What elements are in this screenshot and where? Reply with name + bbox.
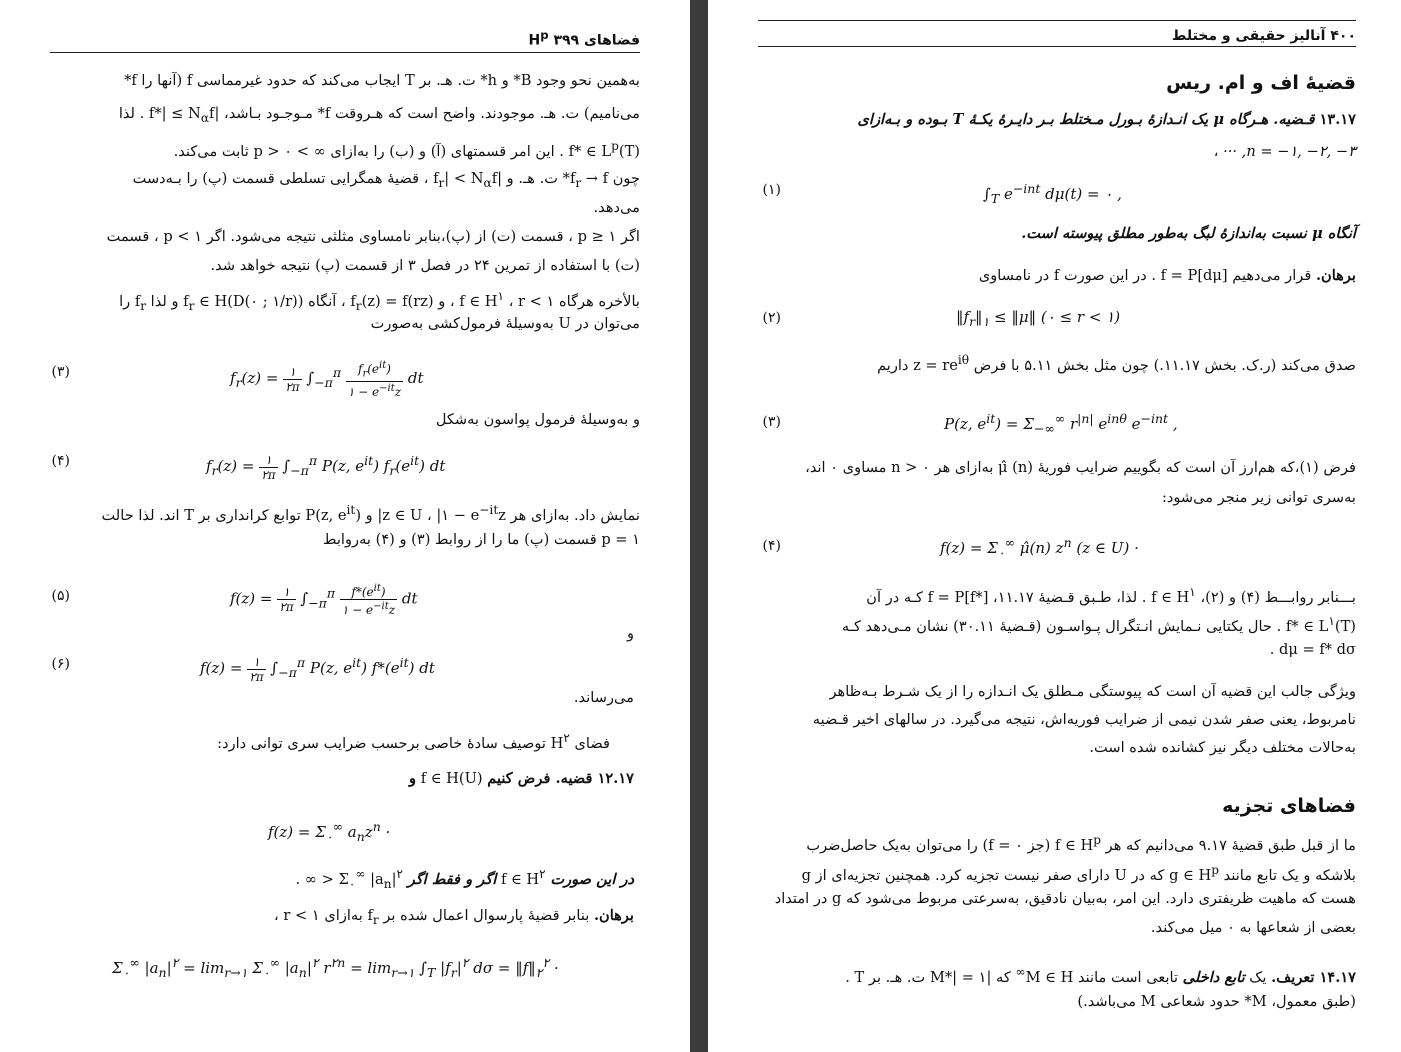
text-line: می‌دهد. <box>593 199 640 216</box>
text-line: هست که ماهیت ظریفتری دارد. این امر، به‌بیان نادقیق، به‌سرعتی مربوط می‌شود که g در امتداد <box>774 890 1356 907</box>
text-line: می‌نامیم) ت. هـ. موجودند. واضح است که هـروقت f* مـوجـود بـاشد، $|f*| \le N_\alpha f$ . لذا <box>118 105 640 125</box>
text-line: n = −۱, −۲, −۳, ··· ، <box>1213 143 1356 160</box>
text-line: بلاشکه و یک تابع مانند g ∈ $H^p$ که در U دارای صفر نیست تجزیه کرد. همچنین تجزیه‌ای از g <box>801 863 1356 884</box>
header-rule <box>50 52 640 53</box>
header-top-rule <box>758 20 1356 21</box>
equation-5: f(z) = $\frac{۱}{۲\pi}$ $\int_{-\pi}^\pi$ $\frac{f*(e^{it})}{۱ - e^{-it}z}$ dt <box>230 583 418 617</box>
equation-4: $f(z) = \Sigma_۰^\infty$ μ̂(n) $z^n$ (z ∈ U) · <box>940 535 1139 560</box>
section-heading: قضیهٔ اف و ام. ریس <box>1166 72 1356 94</box>
theorem-heading: ۱۳.۱۷ قـضیه. هـرگاه μ یک انـدازهٔ بـورل مـختلط بـر دایـرهٔ یکـهٔ T بـوده و بـه‌ازای <box>857 111 1356 128</box>
equation-number: (۳) <box>762 414 781 430</box>
text-line: f* ∈ $L^p(T)$ . این امر قسمتهای (آ) و (ب) را به‌ازای ∞ > p > ۰ ثابت می‌کند. <box>173 139 640 160</box>
text-line: می‌رساند. <box>573 689 634 706</box>
equation-3: $f_r(z)$ = $\frac{۱}{۲\pi}$ $\int_{-\pi}^\pi$ $\frac{f_r(e^{it})}{۱ - e^{-it}z}$ dt <box>230 360 424 400</box>
text-line: ما از قبل طبق قضیهٔ ۹.۱۷ می‌دانیم که هر f ∈ $H^p$ (جز f = ۰) را می‌توان به‌یک حاصل‌ضرب <box>806 833 1356 854</box>
equation-4: $f_r(z)$ = $\frac{۱}{۲\pi}$ $\int_{-\pi}^\pi$ P(z, $e^{it}$) $f_r(e^{it})$ dt <box>206 452 446 482</box>
text-line: (طبق معمول، M* حدود شعاعی M می‌باشد.) <box>1077 993 1356 1010</box>
text-line: به‌حالات مختلف دیگر نیز کشانده شده است. <box>1089 739 1356 756</box>
text-line: می‌توان در U به‌وسیلهٔ فرمول‌کشی به‌صورت <box>370 315 640 332</box>
text-line: به‌سری توانی زیر منجر می‌شود: <box>1161 489 1356 506</box>
proof-line: برهان. بنابر قضیهٔ پارسوال اعمال شده بر $f_r$ به‌ازای r < ۱ ، <box>274 907 634 927</box>
definition-heading: ۱۴.۱۷ تعریف. یک تابع داخلی تابعی است مانند M ∈ H∞ که |M*| = ۱ ت. هـ. بر T . <box>845 965 1356 986</box>
section-heading: فضاهای تجزیه <box>1222 795 1356 817</box>
left-page <box>0 0 690 1052</box>
equation-2: $‖f_r‖_۱$ ≤ ‖μ‖ (۰ ≤ r < ۱) <box>956 308 1121 329</box>
equation-number: (۳) <box>51 364 70 380</box>
theorem-heading: ۱۲.۱۷ قضیه. فرض کنیم f ∈ H(U) و <box>408 770 634 787</box>
equation-number: (۴) <box>51 453 70 469</box>
text-line: نمایش داد. به‌ازای هر z ∈ U ، |۱ − $e^{-it}z|$ و P(z, $e^{it}$) توابع کرانداری بر T اند. لذا حالت <box>101 503 640 524</box>
text-line: چون $f_r \to f*$ ت. هـ. و $|f_r| < N_\alpha f$ ، قضیهٔ همگرایی تسلطی قسمت (پ) را بـه‌دست <box>132 170 640 190</box>
text-line: f* ∈ $L^۱(T)$ . حال یکتایی نـمایش انـتگرال پـواسـون (قـضیهٔ ۳۰.۱۱) نشان مـی‌دهد کـه <box>841 614 1356 635</box>
equation-parseval: $\Sigma_۰^\infty$ $|a_n|^۲ = \lim_{r\to ۱} \Sigma_۰^\infty$ $|a_n|^۲$ $r^{۲n} = \lim_{r\to ۱} \int_T$ $|f_r|^۲$ $d\sigma = ‖f‖_۲^۲$ · <box>112 955 559 980</box>
theorem-conclusion: آنگاه μ نسبت به‌اندازهٔ لبگ به‌طور مطلق پیوسته است. <box>1021 225 1356 242</box>
equation-6: f(z) = $\frac{۱}{۲\pi}$ $\int_{-\pi}^\pi$ P(z, $e^{it}$) $f*(e^{it})$ dt <box>200 654 435 684</box>
equation-number: (۵) <box>51 588 70 604</box>
text-line: فرض (۱)،که هم‌ارز آن است که بگوییم ضرایب فوریهٔ μ̂ (n) به‌ازای هر n > ۰ مساوی ۰ اند، <box>805 459 1356 476</box>
running-header: فضاهای $H^p$ ۳۹۹ <box>528 28 640 49</box>
right-page <box>708 0 1401 1052</box>
text-line: dμ = f* dσ . <box>1269 641 1356 658</box>
theorem-statement: در این صورت f ∈ $H^۲$ اگر و فقط اگر $\Sigma_۰^\infty$ $|a_n|^۲$ < ∞ . <box>295 867 634 891</box>
text-line: به‌همین نحو وجود B* و h* ت. هـ. بر T ایجاب می‌کند که حدود غیرمماسی f (آنها را f* <box>124 72 640 89</box>
text-line: بالأخره هرگاه f ∈ $H^۱$ ، r < ۱ ، و $f_r(z) = f(rz)$ ، آنگاه $f_r$ ∈ H(D(۰ ; ۱/r)) و لذا $f_r$ را <box>119 289 640 313</box>
text-line: و <box>626 625 634 642</box>
text-line: نامربوط، یعنی صفر شدن نیمی از ضرایب فوریه‌اش، نتیجه می‌گیرد. در سالهای اخیر قـضیه <box>812 711 1356 728</box>
text-line: p = ۱ قسمت (پ) ما را از روابط (۳) و (۴) به‌روابط <box>323 531 640 548</box>
text-line: بعضی از شعاعها به ۰ میل می‌کند. <box>1150 919 1356 936</box>
text-line: (ت) با استفاده از تمرین ۲۴ در فصل ۳ از قسمت (پ) نتیجه خواهد شد. <box>210 257 640 274</box>
text-line: و به‌وسیلهٔ فرمول پواسون به‌شکل <box>435 411 640 428</box>
book-gutter <box>690 0 708 1052</box>
text-line: صدق می‌کند (ر.ک. بخش ۱۱.۱۷.) چون مثل بخش ۵.۱۱ با فرض $z = re^{i\theta}$ داریم <box>877 353 1356 374</box>
equation-number: (۴) <box>762 538 781 554</box>
text-line: بـــنابر روابـــط (۴) و (۲)، f ∈ $H^۱$ . لذا، طـبق قـضیهٔ ۱۱.۱۷، f = P[f*] کـه در آن <box>866 585 1356 606</box>
running-header: ۴۰۰ آنالیز حقیقی و مختلط <box>1171 28 1356 44</box>
equation-number: (۱) <box>762 182 781 198</box>
proof-line: برهان. قرار می‌دهیم f = P[dμ] . در این صورت f در نامساوی <box>978 267 1356 284</box>
text-line: اگر p ≥ ۱ ، قسمت (ت) از (پ)،بنابر نامساوی مثلثی نتیجه می‌شود. اگر p < ۱ ، قسمت <box>106 228 640 245</box>
equation-number: (۲) <box>762 310 781 326</box>
equation-3: P(z, $e^{it}) = \Sigma_{-\infty}^\infty$ $r^{|n|}$ $e^{in\theta}$ $e^{-int}$ , <box>944 411 1178 436</box>
header-rule <box>758 46 1356 47</box>
equation-power-series: $f(z) = \Sigma_۰^\infty$ $a_nz^n$ · <box>268 819 391 844</box>
text-line: فضای $H^۲$ توصیف سادهٔ خاصی برحسب ضرایب سری توانی دارد: <box>217 731 610 752</box>
text-line: ویژگی جالب این قضیه آن است که پیوستگی مـطلق یک انـدازه را از یک شـرط بـه‌ظاهر <box>829 683 1356 700</box>
equation-number: (۶) <box>51 656 70 672</box>
equation-1: $\int_T$ $e^{-int}$ dμ(t) = ۰ , <box>983 181 1122 206</box>
